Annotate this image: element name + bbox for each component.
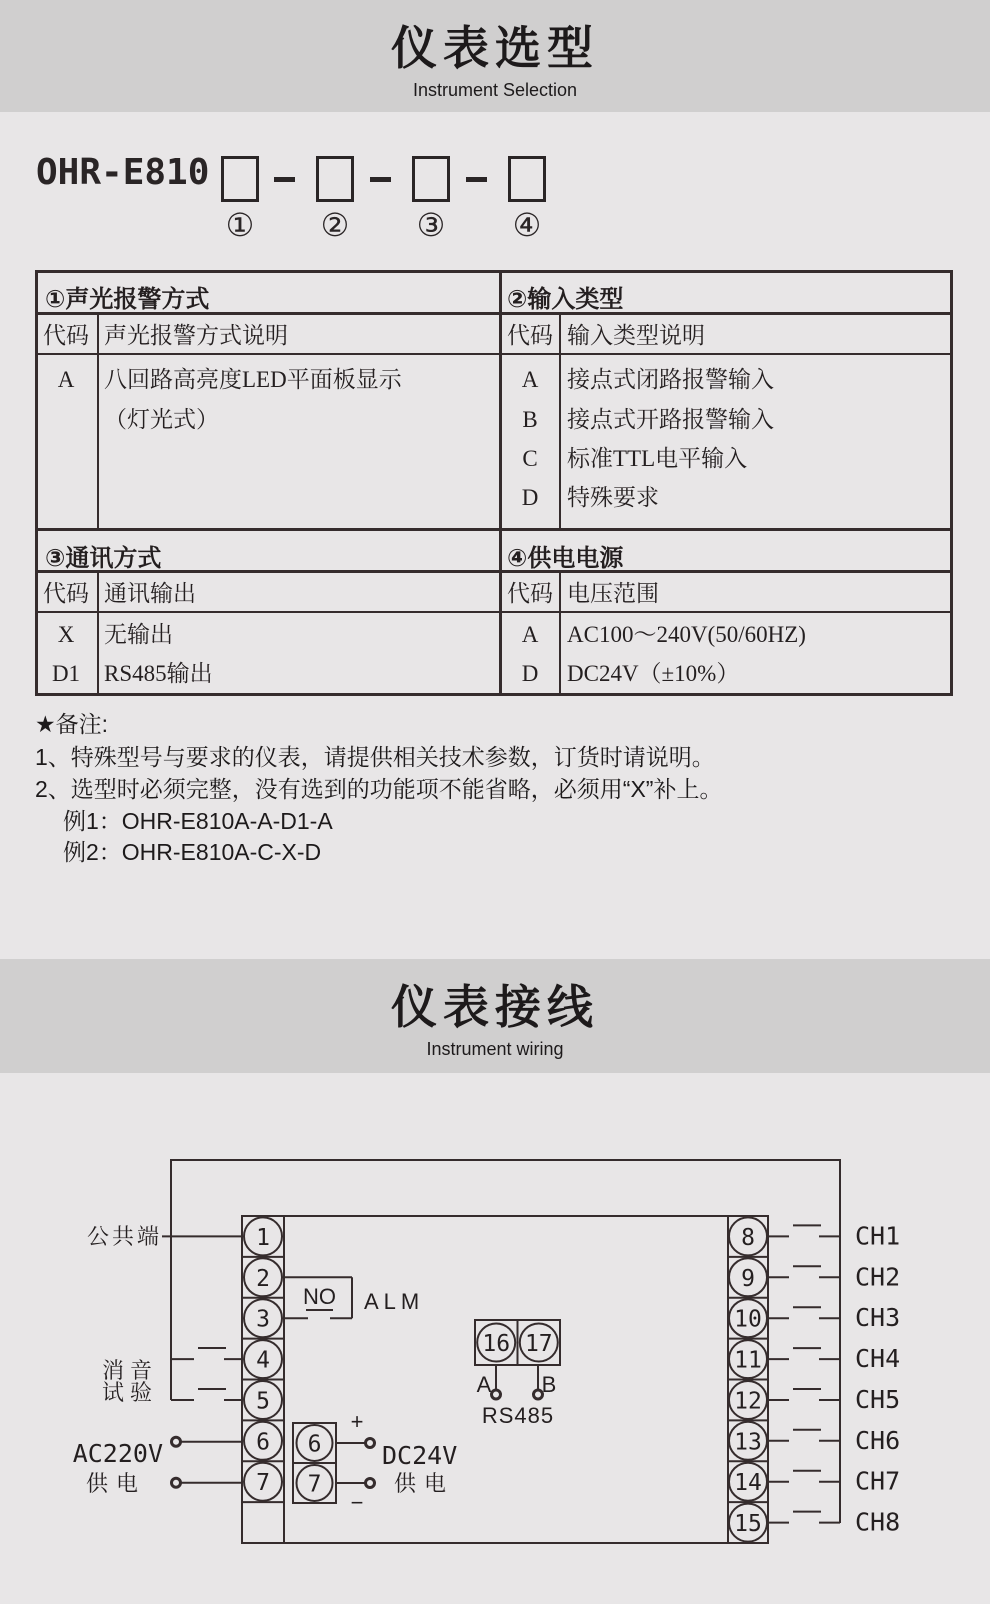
model-position-2: ② — [320, 206, 350, 244]
plus-label: + — [350, 1409, 364, 1434]
section1-row-desc: （灯光式） — [104, 407, 219, 432]
left-strip-cells — [242, 1257, 284, 1502]
test-switch — [171, 1389, 242, 1400]
section2-row-code: B — [522, 407, 538, 432]
wire-dot — [366, 1439, 375, 1448]
section4-title: ④供电电源 — [507, 545, 624, 572]
table-line — [35, 570, 953, 573]
model-dash — [466, 177, 487, 182]
wire-dot — [366, 1479, 375, 1488]
terminal-number: 11 — [734, 1347, 762, 1374]
table-line — [97, 570, 99, 696]
section1-row-code: A — [57, 367, 75, 392]
terminal-number: 6 — [256, 1429, 270, 1456]
channel-label: CH3 — [855, 1303, 901, 1333]
model-box-4 — [508, 156, 546, 202]
model-position-4: ④ — [512, 206, 542, 244]
model-prefix: OHR-E810 — [36, 152, 210, 193]
model-dash — [274, 177, 295, 182]
channel-switch — [768, 1225, 840, 1236]
section1-code-header: 代码 — [43, 323, 89, 348]
section2-code-header: 代码 — [507, 323, 553, 348]
section2-row-desc: 接点式闭路报警输入 — [567, 367, 774, 392]
terminal-number: 7 — [256, 1470, 270, 1497]
channel-switch — [768, 1430, 840, 1441]
wire-dot — [172, 1437, 181, 1446]
table-line — [950, 270, 953, 696]
terminal-number: 1 — [256, 1225, 270, 1251]
section4-row-code: D — [521, 661, 539, 686]
model-position-1: ① — [225, 206, 255, 244]
note-example: 例1：OHR-E810A-A-D1-A — [63, 808, 333, 834]
wire-dot — [492, 1390, 501, 1399]
terminal-number: 7 — [307, 1471, 322, 1498]
table-line — [35, 270, 953, 273]
section2-desc-header: 输入类型说明 — [567, 323, 705, 348]
rs485-b-label: B — [541, 1372, 557, 1397]
section4-code-header: 代码 — [507, 581, 553, 606]
terminal-number: 4 — [256, 1347, 270, 1374]
selection-subtitle: Instrument Selection — [412, 80, 578, 100]
channel-label: CH5 — [855, 1385, 901, 1414]
terminal-number: 16 — [482, 1331, 511, 1357]
terminal-number: 10 — [734, 1306, 762, 1333]
section3-row-code: D1 — [51, 661, 81, 686]
note-item: 1、特殊型号与要求的仪表，请提供相关技术参数，订货时请说明。 — [35, 744, 715, 770]
section4-row-desc: AC100～240V(50/60HZ) — [567, 622, 806, 647]
channel-label: CH4 — [855, 1344, 901, 1374]
channel-label: CH8 — [855, 1507, 901, 1537]
table-line — [97, 312, 99, 530]
channel-switch — [768, 1348, 840, 1359]
ac-power-wires — [181, 1442, 242, 1483]
selection-title: 仪表选型 — [391, 22, 599, 74]
rs485-wires — [496, 1365, 538, 1389]
section-header-selection — [0, 0, 990, 112]
ac-power-label2: 供电 — [85, 1471, 147, 1496]
channel-switch — [768, 1307, 840, 1318]
terminal-number: 6 — [307, 1431, 322, 1458]
model-box-2 — [316, 156, 354, 202]
table-line — [559, 312, 561, 530]
wire-dot — [172, 1478, 181, 1487]
wiring-labels — [73, 1221, 900, 1536]
table-line — [559, 570, 561, 696]
terminal-number: 5 — [256, 1388, 270, 1415]
rs485-label: RS485 — [481, 1403, 555, 1428]
terminal-number: 12 — [734, 1388, 762, 1415]
note-example: 例2：OHR-E810A-C-X-D — [63, 839, 322, 865]
section3-row-desc: RS485输出 — [104, 661, 213, 686]
wiring-title: 仪表接线 — [391, 981, 599, 1033]
section4-row-code: A — [521, 622, 539, 647]
channel-switch — [768, 1389, 840, 1400]
terminal-number: 13 — [734, 1429, 762, 1456]
rs485-a-label: A — [476, 1372, 492, 1397]
model-box-1 — [221, 156, 259, 202]
section3-row-desc: 无输出 — [104, 622, 173, 647]
terminal-number: 14 — [734, 1470, 762, 1497]
table-line — [35, 528, 953, 531]
dc-power-wires — [336, 1443, 365, 1483]
channel-switch — [768, 1512, 840, 1523]
table-line — [35, 353, 953, 355]
section2-row-code: D — [521, 485, 539, 510]
test-label: 试验 — [101, 1380, 158, 1405]
section4-row-desc: DC24V（±10%） — [567, 661, 740, 686]
alm-label: ALM — [364, 1289, 425, 1314]
minus-label: − — [350, 1490, 364, 1515]
section3-row-code: X — [57, 622, 75, 647]
section2-title: ②输入类型 — [507, 286, 624, 313]
right-strip-cells — [728, 1257, 768, 1502]
section1-row-desc: 八回路高亮度LED平面板显示 — [104, 367, 402, 392]
section1-desc-header: 声光报警方式说明 — [104, 323, 288, 348]
section2-row-code: C — [522, 446, 538, 471]
terminal-number: 3 — [256, 1306, 270, 1333]
dc-power-label2: 供电 — [393, 1471, 455, 1496]
model-dash — [370, 177, 391, 182]
terminal-number: 15 — [734, 1511, 762, 1538]
section4-desc-header: 电压范围 — [567, 581, 659, 606]
wiring-subtitle: Instrument wiring — [426, 1039, 564, 1059]
table-line — [35, 693, 953, 696]
section3-code-header: 代码 — [43, 581, 89, 606]
common-label: 公共端 — [86, 1224, 162, 1249]
note-item: 2、选型时必须完整，没有选到的功能项不能省略，必须用“X”补上。 — [35, 776, 723, 802]
terminal-number: 2 — [256, 1265, 270, 1292]
mute-switch — [171, 1348, 242, 1359]
section-header-wiring — [0, 959, 990, 1073]
channel-label: CH6 — [855, 1425, 901, 1455]
channel-label: CH2 — [855, 1262, 901, 1292]
mute-label: 消音 — [101, 1358, 158, 1383]
terminal-number: 9 — [741, 1265, 755, 1292]
table-line — [35, 611, 953, 613]
dc-power-label: DC24V — [382, 1441, 458, 1470]
section2-row-desc: 标准TTL电平输入 — [567, 446, 748, 471]
no-contact-label: NO — [303, 1284, 336, 1309]
section3-desc-header: 通讯输出 — [104, 581, 196, 606]
model-position-3: ③ — [416, 206, 446, 244]
wiring-diagram — [0, 1073, 990, 1604]
section2-row-desc: 接点式开路报警输入 — [567, 407, 774, 432]
model-box-3 — [412, 156, 450, 202]
section2-row-desc: 特殊要求 — [567, 485, 659, 510]
section2-row-code: A — [521, 367, 539, 392]
channel-label: CH7 — [855, 1466, 901, 1496]
notes-title: ★备注: — [35, 711, 109, 737]
channel-switch — [768, 1471, 840, 1482]
channel-switch — [768, 1266, 840, 1277]
channel-label: CH1 — [855, 1221, 901, 1251]
section1-title: ①声光报警方式 — [45, 286, 210, 313]
section3-title: ③通讯方式 — [45, 545, 162, 572]
terminal-number: 8 — [741, 1225, 755, 1251]
terminal-number: 17 — [524, 1331, 553, 1357]
ac-power-label: AC220V — [72, 1439, 163, 1468]
